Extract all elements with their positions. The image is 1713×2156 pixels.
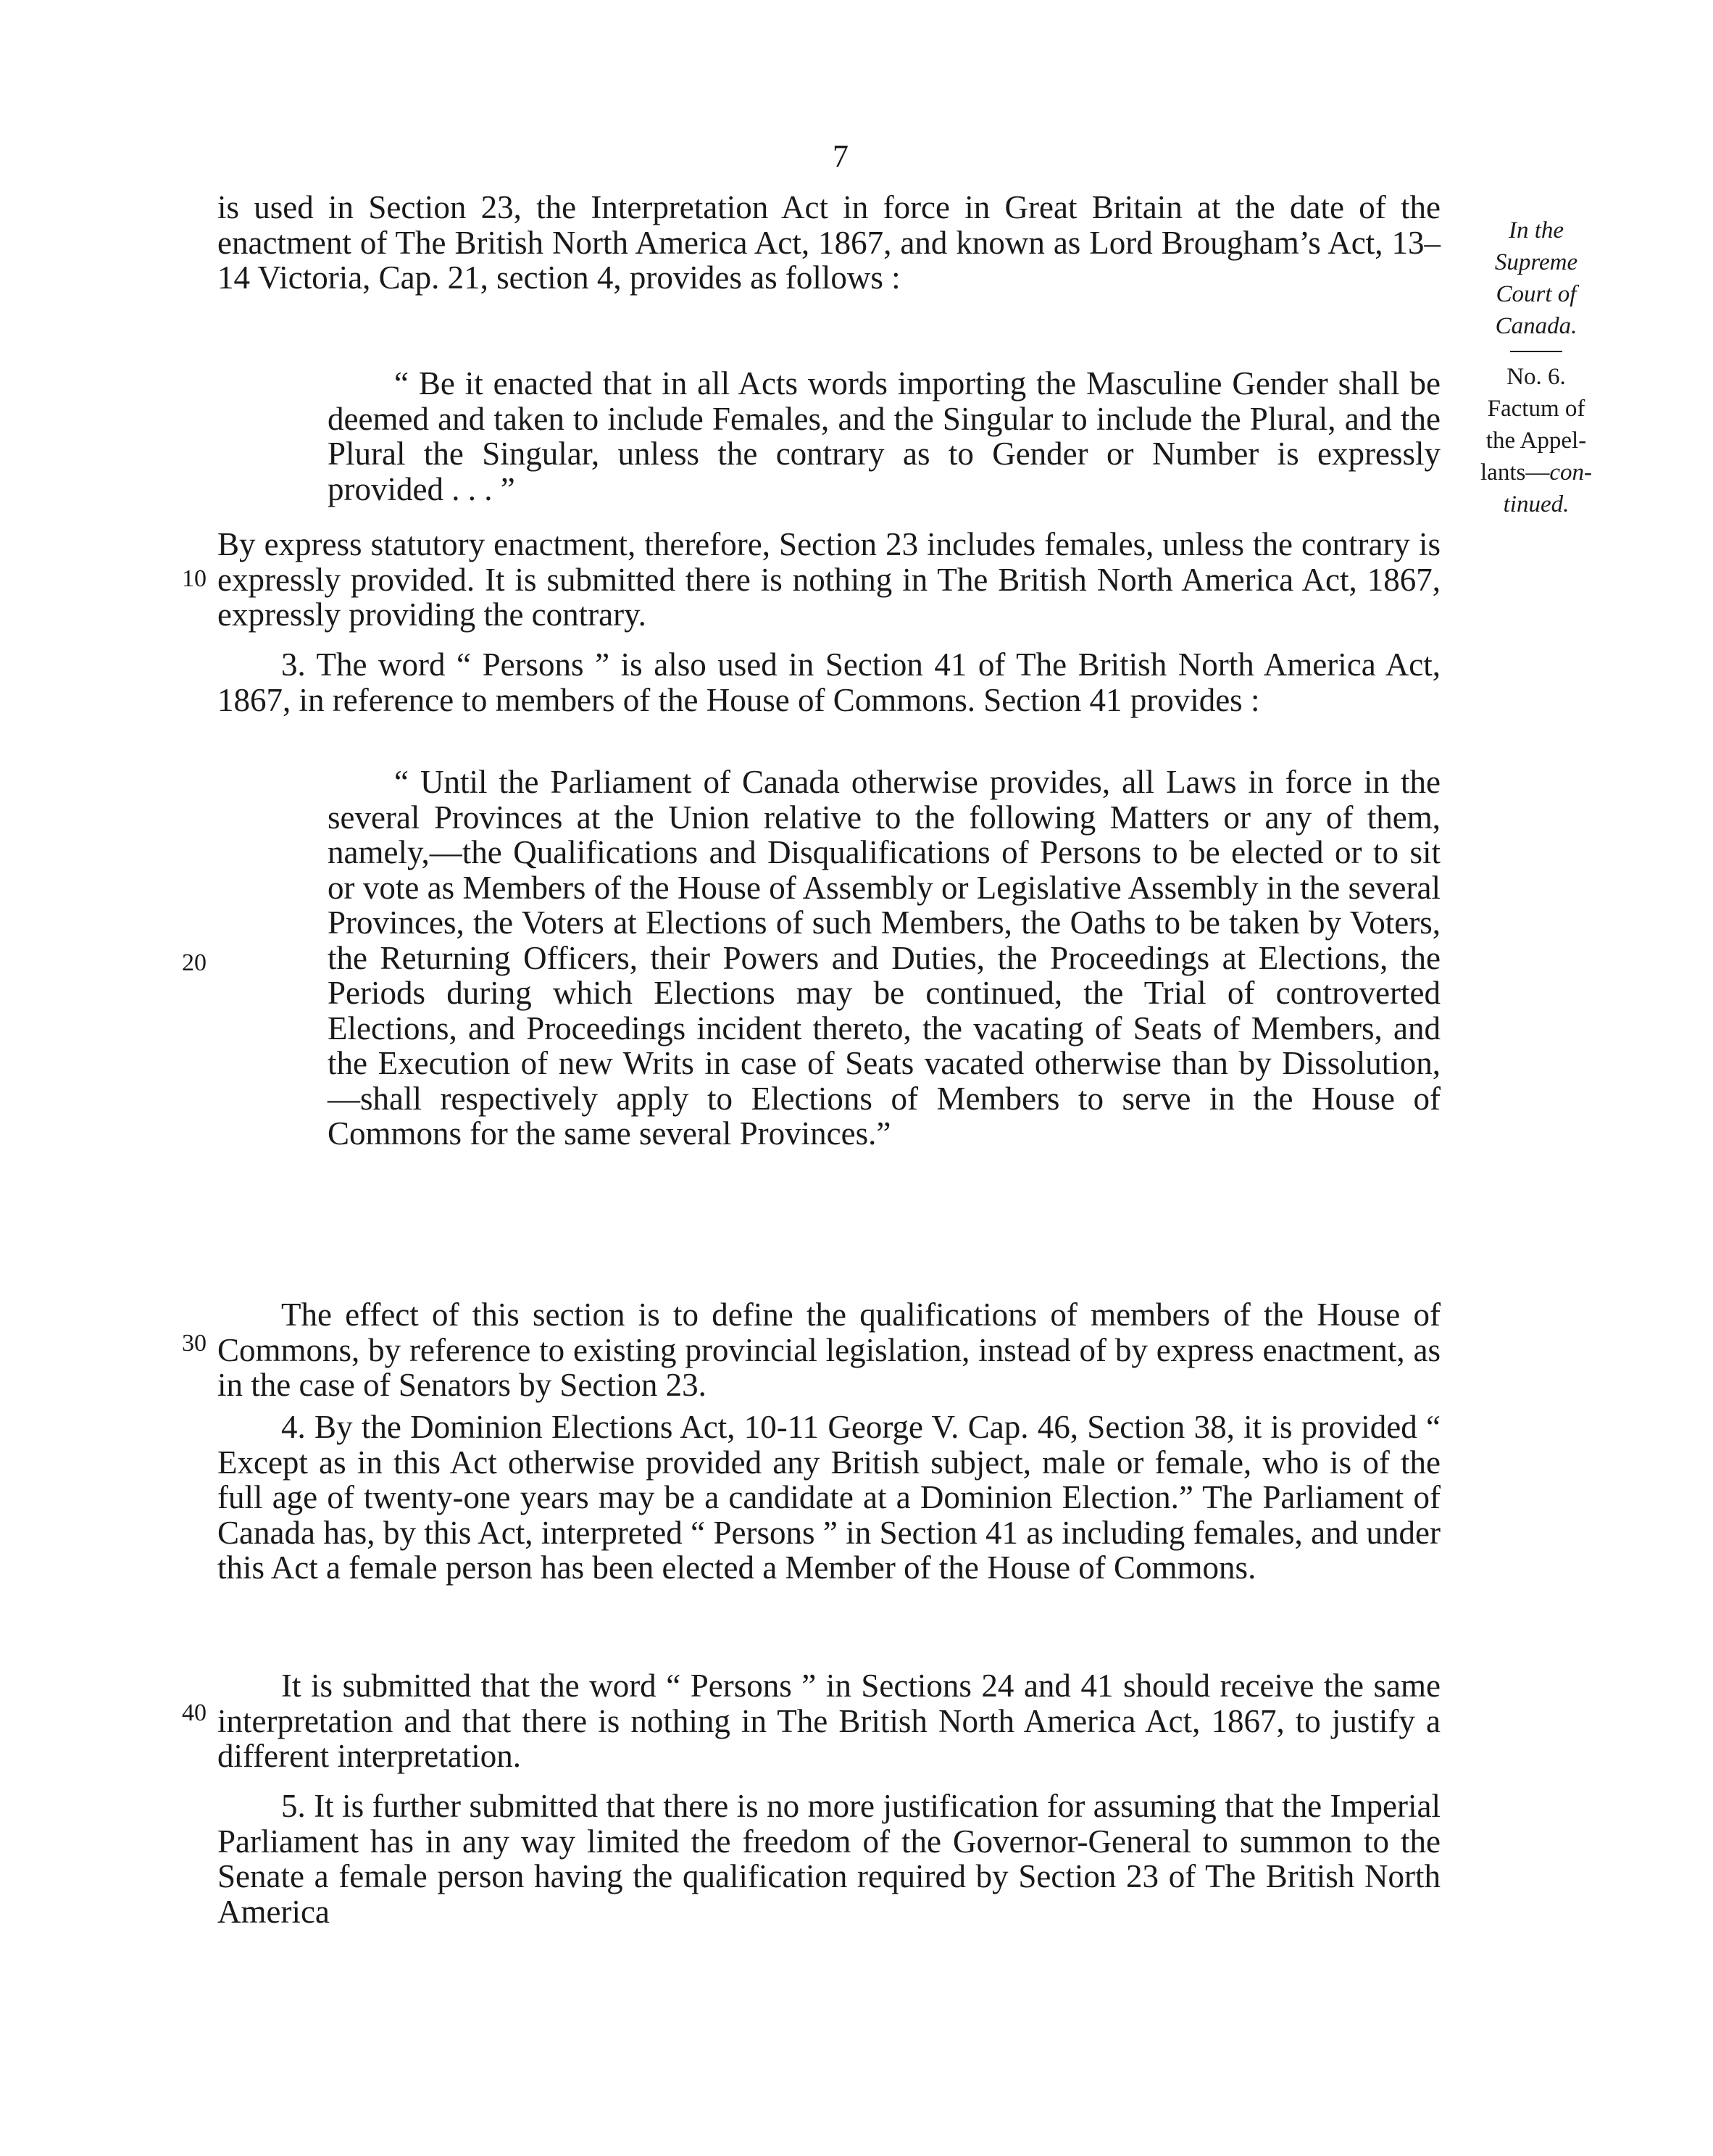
line-number-40: 40 bbox=[182, 1699, 207, 1726]
quote-lord-broughams-act: “ Be it enacted that in all Acts words importing the Masculine Gender shall be deemed and taken to include Females, and the Singular to include the Plural, and the Plural the Singular, unless the contrary as to Gender or Number is expressly provided . . . ” bbox=[328, 365, 1441, 507]
paragraph-5-further-submitted: 5. It is further submitted that there is no more justification for assuming that the Imperial Parliament has in any way limited the freedom of the Governor-General to summon to the Senate a female person having the qualification required by Section 23 of The British North America bbox=[217, 1788, 1441, 1930]
court-line-3: Court of bbox=[1496, 281, 1577, 307]
paragraph-4-elections-act: 4. By the Dominion Elections Act, 10-11 George V. Cap. 46, Section 38, it is provided “ Except as in this Act otherwise provided any British subject, male or female, who is of the full age of twenty-one years may be a candidate at a Dominion Election.” The Parliament of Canada has, by this Act, interpreted “ Persons ” in Section 41 as including females, and under this Act a female person has been elected a Member of the House of Commons. bbox=[217, 1409, 1441, 1586]
court-line-1: In the bbox=[1508, 217, 1564, 244]
document-title-line-1: Factum of bbox=[1487, 396, 1585, 422]
quote-section-41: “ Until the Parliament of Canada otherwise provides, all Laws in force in the several Provinces at the Union relative to the following Matters or any of them, namely,—the Qualifications and Disqualifications of Persons to be elected or to sit or vote as Members of the House of Assembly or Legislative Assembly in the several Provinces, the Voters at Elections of such Members, the Oaths to be taken by Voters, the Returning Officers, their Powers and Duties, the Proceedings at Elections, the Periods during which Elections may be continued, the Trial of controverted Elections, and Proceedings incident thereto, the vacating of Seats of Members, and the Execution of new Writs in case of Seats vacated otherwise than by Dissolution,—shall respectively apply to Elections of Members to serve in the House of Commons for the same several Provinces.” bbox=[328, 764, 1441, 1152]
document-title-line-2: the Appel- bbox=[1485, 428, 1587, 454]
court-line-4: Canada. bbox=[1495, 313, 1577, 339]
document-title-continued-2: tinued. bbox=[1503, 491, 1570, 517]
paragraph-statutory-enactment: By express statutory enactment, therefore, Section 23 includes females, unless the contrary is expressly provided. It is submitted there is nothing in The British North America Act, 1867, expressly providing the contrary. bbox=[217, 526, 1441, 633]
document-number: No. 6. bbox=[1506, 364, 1566, 390]
paragraph-interpretation-act: is used in Section 23, the Interpretation Act in force in Great Britain at the date of the enactment of The British North America Act, 1867, and known as Lord Brougham’s Act, 13–14 Victoria, Cap. 21, section 4, provides as follows : bbox=[217, 189, 1441, 296]
court-sidenote bbox=[1464, 215, 1609, 520]
line-number-30: 30 bbox=[182, 1330, 207, 1357]
line-number-20: 20 bbox=[182, 949, 207, 976]
paragraph-submitted-interpretation: It is submitted that the word “ Persons ” in Sections 24 and 41 should receive the same interpretation and that there is nothing in The British North America Act, 1867, to justify a different interpretation. bbox=[217, 1668, 1441, 1774]
document-title-line-3-text: lants— bbox=[1480, 459, 1550, 486]
paragraph-effect-of-section: The effect of this section is to define the qualifications of members of the House of Commons, by reference to existing provincial legislation, instead of by express enactment, as in the case of Senators by Section 23. bbox=[217, 1296, 1441, 1403]
document-title-line-3 bbox=[1464, 457, 1609, 488]
page-number: 7 bbox=[833, 138, 849, 174]
sidenote-divider bbox=[1510, 351, 1562, 352]
court-line-2: Supreme bbox=[1494, 249, 1578, 275]
line-number-10: 10 bbox=[182, 565, 207, 592]
paragraph-3-section-41: 3. The word “ Persons ” is also used in Section 41 of The British North America Act, 1867, in reference to members of the House of Commons. Section 41 provides : bbox=[217, 646, 1441, 718]
document-title-continued: con- bbox=[1549, 459, 1592, 486]
